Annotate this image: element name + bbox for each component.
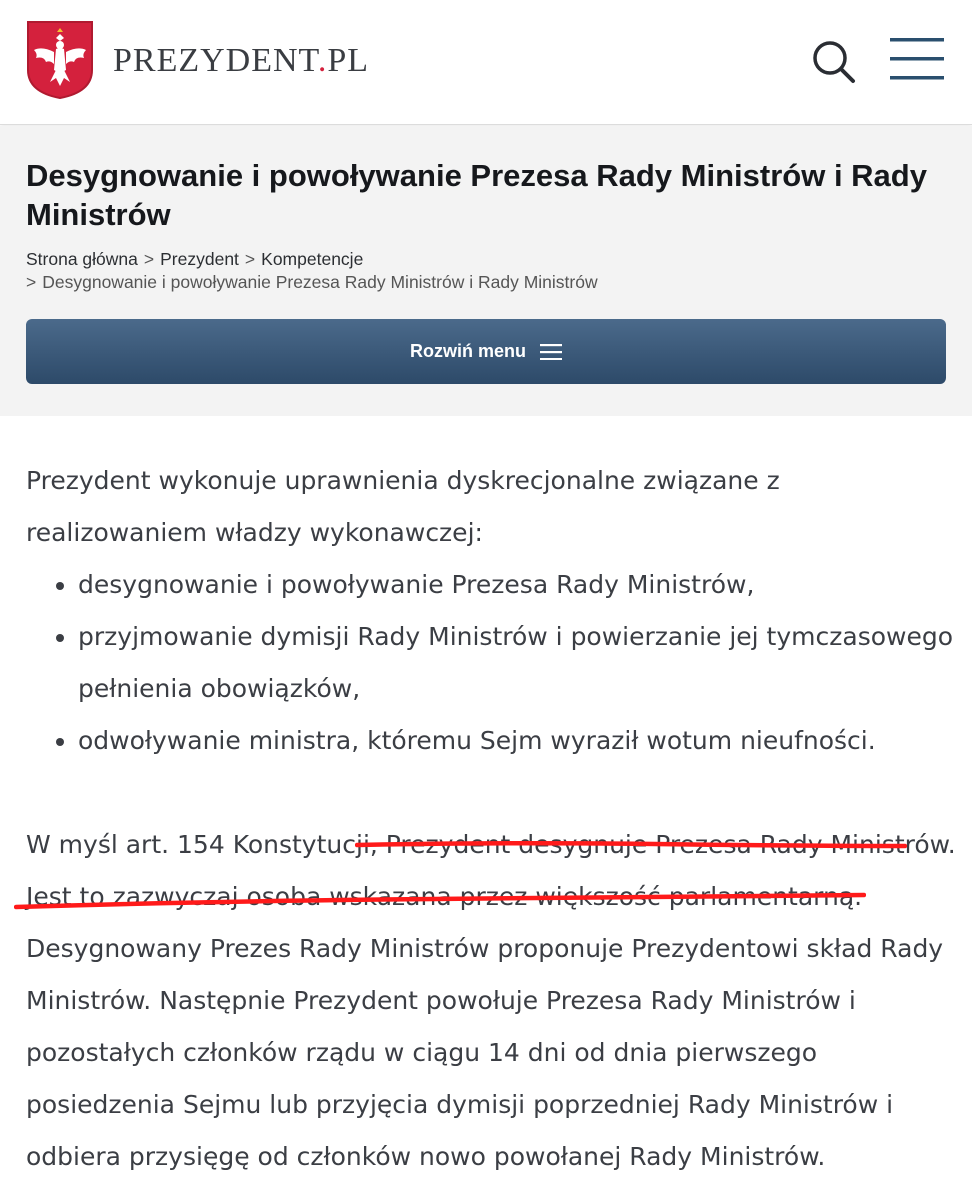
paragraph-text: W myśl art. 154 Konstytucji,	[26, 830, 386, 859]
paragraph-text: Desygnowany Prezes Rady Ministrów proponuje Prezydentowi skład Rady Ministrów. Następnie Prezydent powołuje Prezesa Rady Ministrów i pozostałych członków rządu w ciągu 14 dni od dnia pierwszego posiedzenia Sejmu lub przyjęcia dymisji poprzedniej Rady Ministrów i odbiera przysięgę od członków nowo powołanej Rady Ministrów.	[26, 934, 944, 1171]
breadcrumb	[26, 248, 598, 294]
red-underline-annotation	[14, 891, 866, 911]
logo-main: PREZYDENT	[113, 42, 318, 79]
list-item: przyjmowanie dymisji Rady Ministrów i powierzanie jej tymczasowego pełnienia obowiązków,	[26, 611, 956, 715]
breadcrumb-separator: >	[143, 249, 155, 269]
red-underline-annotation	[355, 838, 907, 850]
article-content	[26, 455, 956, 1183]
breadcrumb-current: Desygnowanie i powoływanie Prezesa Rady Ministrów i Rady Ministrów	[42, 272, 598, 292]
highlighted-text: . Jest to zazwyczaj osoba wskazana przez większość parlamentarną.	[26, 830, 956, 911]
search-icon[interactable]	[810, 38, 856, 84]
hamburger-icon	[540, 344, 562, 360]
breadcrumb-home-link[interactable]: Strona główna	[26, 249, 138, 269]
competences-list	[26, 559, 956, 767]
list-item: desygnowanie i powoływanie Prezesa Rady Ministrów,	[26, 559, 956, 611]
expand-menu-button[interactable]	[26, 319, 946, 384]
intro-paragraph: Prezydent wykonuje uprawnienia dyskrecjonalne związane z realizowaniem władzy wykonawczej:	[26, 466, 780, 547]
site-logo-text[interactable]	[113, 42, 369, 80]
hamburger-menu-icon[interactable]	[890, 36, 944, 82]
list-item: odwoływanie ministra, któremu Sejm wyraził wotum nieufności.	[26, 715, 956, 767]
breadcrumb-separator: >	[244, 249, 256, 269]
logo-tld: PL	[327, 42, 369, 79]
page-title-section	[0, 126, 972, 416]
expand-menu-label: Rozwiń menu	[410, 341, 526, 361]
logo-dot: .	[317, 42, 328, 79]
article-paragraph	[26, 819, 956, 1183]
breadcrumb-president-link[interactable]: Prezydent	[160, 249, 239, 269]
breadcrumb-separator: >	[26, 272, 37, 292]
breadcrumb-competences-link[interactable]: Kompetencje	[261, 249, 364, 269]
page-title: Desygnowanie i powoływanie Prezesa Rady Ministrów i Rady Ministrów	[26, 158, 927, 232]
highlighted-text: Prezydent desygnuje Prezesa Rady Ministrów	[385, 830, 948, 859]
site-header	[0, 0, 972, 125]
polish-eagle-emblem-icon[interactable]	[26, 20, 94, 100]
